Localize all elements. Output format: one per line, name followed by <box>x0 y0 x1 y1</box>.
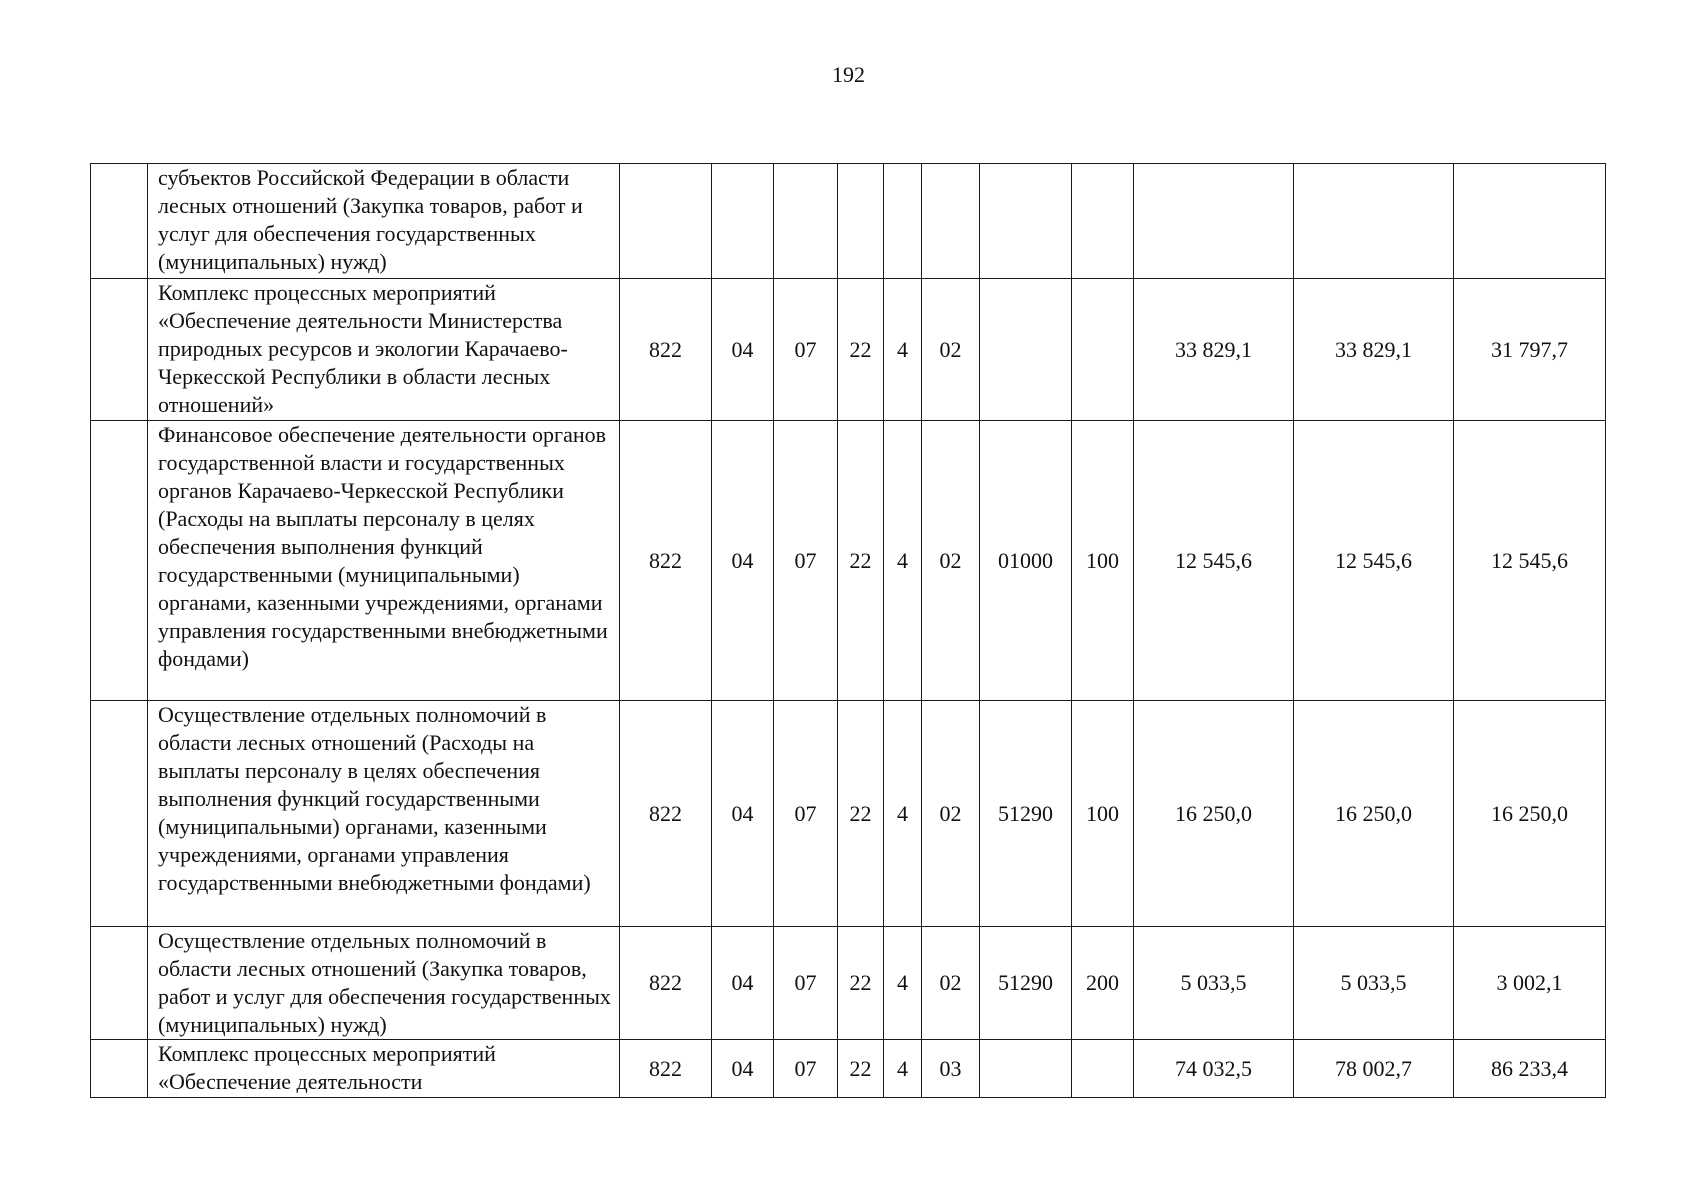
amount-year3-cell: 16 250,0 <box>1454 701 1606 927</box>
amount-year3-cell: 3 002,1 <box>1454 927 1606 1040</box>
ved-cell <box>620 164 712 279</box>
description-cell: Комплекс процессных мероприятий «Обеспечение деятельности <box>148 1040 620 1098</box>
pr-cell: 07 <box>774 1040 838 1098</box>
csr-direction-cell <box>980 1040 1072 1098</box>
pr-cell: 07 <box>774 701 838 927</box>
rz-cell: 04 <box>712 421 774 701</box>
csr-program-cell <box>838 164 884 279</box>
amount-year1-cell: 12 545,6 <box>1134 421 1294 701</box>
budget-table <box>90 163 1606 1098</box>
csr-structure-cell: 02 <box>922 701 980 927</box>
vr-cell <box>1072 1040 1134 1098</box>
amount-year1-cell: 16 250,0 <box>1134 701 1294 927</box>
vr-cell: 100 <box>1072 421 1134 701</box>
csr-program-cell: 22 <box>838 701 884 927</box>
rz-cell: 04 <box>712 1040 774 1098</box>
csr-structure-cell: 02 <box>922 421 980 701</box>
rz-cell: 04 <box>712 701 774 927</box>
csr-structure-cell <box>922 164 980 279</box>
csr-program-cell: 22 <box>838 1040 884 1098</box>
csr-direction-cell: 51290 <box>980 927 1072 1040</box>
vr-cell <box>1072 164 1134 279</box>
table-row <box>91 279 1606 421</box>
csr-direction-cell <box>980 164 1072 279</box>
row-number-cell <box>91 421 148 701</box>
amount-year1-cell <box>1134 164 1294 279</box>
amount-year3-cell <box>1454 164 1606 279</box>
csr-direction-cell <box>980 279 1072 421</box>
vr-cell: 100 <box>1072 701 1134 927</box>
csr-program-cell: 22 <box>838 421 884 701</box>
csr-direction-cell: 01000 <box>980 421 1072 701</box>
amount-year2-cell: 5 033,5 <box>1294 927 1454 1040</box>
table-row <box>91 421 1606 701</box>
row-number-cell <box>91 1040 148 1098</box>
amount-year2-cell: 33 829,1 <box>1294 279 1454 421</box>
csr-type-cell: 4 <box>884 927 922 1040</box>
csr-program-cell: 22 <box>838 279 884 421</box>
page-number: 192 <box>832 62 865 87</box>
row-number-cell <box>91 164 148 279</box>
amount-year3-cell: 31 797,7 <box>1454 279 1606 421</box>
csr-type-cell <box>884 164 922 279</box>
description-cell: Осуществление отдельных полномочий в области лесных отношений (Закупка товаров, работ и услуг для обеспечения государственных (муниципальных) нужд) <box>148 927 620 1040</box>
pr-cell <box>774 164 838 279</box>
amount-year1-cell: 5 033,5 <box>1134 927 1294 1040</box>
csr-type-cell: 4 <box>884 279 922 421</box>
row-number-cell <box>91 279 148 421</box>
table-row <box>91 1040 1606 1098</box>
amount-year2-cell: 78 002,7 <box>1294 1040 1454 1098</box>
amount-year2-cell: 16 250,0 <box>1294 701 1454 927</box>
description-cell: Финансовое обеспечение деятельности органов государственной власти и государственных органов Карачаево-Черкесской Республики (Расходы на выплаты персоналу в целях обеспечения выполнения функций государственными (муниципальными) органами, казенными учреждениями, органами управления государственными внебюджетными фондами) <box>148 421 620 701</box>
amount-year1-cell: 33 829,1 <box>1134 279 1294 421</box>
csr-type-cell: 4 <box>884 1040 922 1098</box>
rz-cell: 04 <box>712 279 774 421</box>
ved-cell: 822 <box>620 701 712 927</box>
row-number-cell <box>91 927 148 1040</box>
ved-cell: 822 <box>620 1040 712 1098</box>
amount-year3-cell: 86 233,4 <box>1454 1040 1606 1098</box>
description-cell: Осуществление отдельных полномочий в области лесных отношений (Расходы на выплаты персоналу в целях обеспечения выполнения функций государственными (муниципальными) органами, казенными учреждениями, органами управления государственными внебюджетными фондами) <box>148 701 620 927</box>
csr-type-cell: 4 <box>884 701 922 927</box>
description-cell: Комплекс процессных мероприятий «Обеспечение деятельности Министерства природных ресурсов и экологии Карачаево-Черкесской Республики в области лесных отношений» <box>148 279 620 421</box>
amount-year2-cell <box>1294 164 1454 279</box>
table-row <box>91 927 1606 1040</box>
csr-type-cell: 4 <box>884 421 922 701</box>
row-number-cell <box>91 701 148 927</box>
vr-cell <box>1072 279 1134 421</box>
pr-cell: 07 <box>774 927 838 1040</box>
amount-year1-cell: 74 032,5 <box>1134 1040 1294 1098</box>
table-row <box>91 701 1606 927</box>
amount-year3-cell: 12 545,6 <box>1454 421 1606 701</box>
csr-program-cell: 22 <box>838 927 884 1040</box>
pr-cell: 07 <box>774 279 838 421</box>
pr-cell: 07 <box>774 421 838 701</box>
ved-cell: 822 <box>620 279 712 421</box>
table-row <box>91 164 1606 279</box>
csr-structure-cell: 02 <box>922 927 980 1040</box>
rz-cell <box>712 164 774 279</box>
csr-structure-cell: 02 <box>922 279 980 421</box>
amount-year2-cell: 12 545,6 <box>1294 421 1454 701</box>
csr-structure-cell: 03 <box>922 1040 980 1098</box>
ved-cell: 822 <box>620 927 712 1040</box>
csr-direction-cell: 51290 <box>980 701 1072 927</box>
description-cell: субъектов Российской Федерации в области лесных отношений (Закупка товаров, работ и услуг для обеспечения государственных (муниципальных) нужд) <box>148 164 620 279</box>
ved-cell: 822 <box>620 421 712 701</box>
vr-cell: 200 <box>1072 927 1134 1040</box>
rz-cell: 04 <box>712 927 774 1040</box>
